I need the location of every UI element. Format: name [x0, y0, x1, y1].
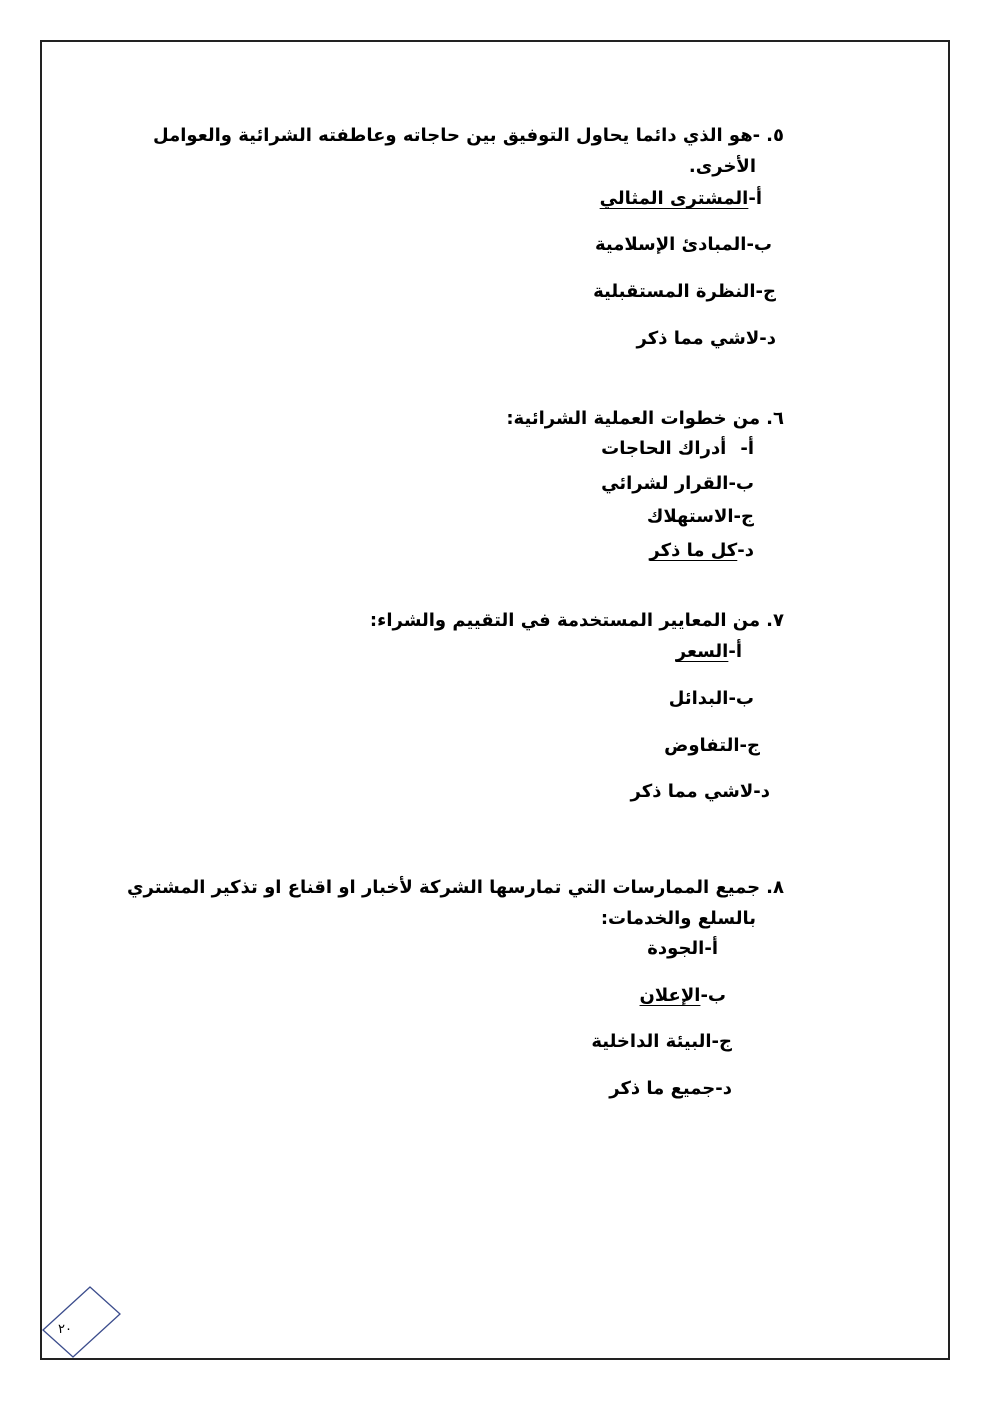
question-7 [370, 605, 784, 636]
question-7-option-c: ج-التفاوض [664, 735, 760, 756]
question-7-option-b: ب-البدائل [668, 688, 754, 709]
question-5-option-d: د-لاشي مما ذكر [636, 328, 776, 349]
question-6 [506, 403, 784, 434]
question-8-line-1: ٨.جميع الممارسات التي تمارسها الشركة لأخبار او اقناع او تذكير المشتري [127, 877, 784, 898]
question-6-number: ٦. [766, 408, 784, 429]
question-7-option-d: د-لاشي مما ذكر [630, 781, 770, 802]
question-8-option-b: ب-الإعلان [639, 985, 726, 1006]
page-number: ٢٠ [58, 1322, 72, 1337]
question-6-option-a: أ-أدراك الحاجات [601, 438, 754, 459]
question-6-line-1: ٦.من خطوات العملية الشرائية: [506, 408, 784, 429]
question-5-line-2: الأخرى. [688, 156, 756, 177]
question-6-option-c: ج-الاستهلاك [646, 506, 754, 527]
question-6-option-b: ب-القرار لشرائي [601, 473, 754, 494]
question-5-number: ٥. [766, 125, 784, 146]
question-8-option-a: أ-الجودة [647, 938, 718, 959]
question-5 [153, 120, 784, 182]
question-8-option-d: د-جميع ما ذكر [609, 1078, 732, 1099]
question-8-option-c: ج-البيئة الداخلية [591, 1031, 732, 1052]
question-7-line-1: ٧.من المعايير المستخدمة في التقييم والشراء: [369, 610, 784, 631]
question-5-option-c: ج-النظرة المستقبلية [593, 281, 776, 302]
question-8-number: ٨. [766, 877, 784, 898]
question-7-number: ٧. [766, 610, 784, 631]
question-6-option-d: د-كل ما ذكر [649, 540, 754, 561]
question-5-option-b: ب-المبادئ الإسلامية [594, 234, 772, 255]
question-7-option-a: أ-السعر [675, 641, 742, 662]
question-5-option-a: أ-المشترى المثالي [599, 188, 762, 209]
question-8-line-2: بالسلع والخدمات: [600, 908, 756, 929]
question-5-line-1: ٥.-هو الذي دائما يحاول التوفيق بين حاجاته وعاطفته الشرائية والعوامل [153, 125, 784, 146]
question-8 [127, 872, 784, 934]
page-border [40, 40, 950, 1360]
